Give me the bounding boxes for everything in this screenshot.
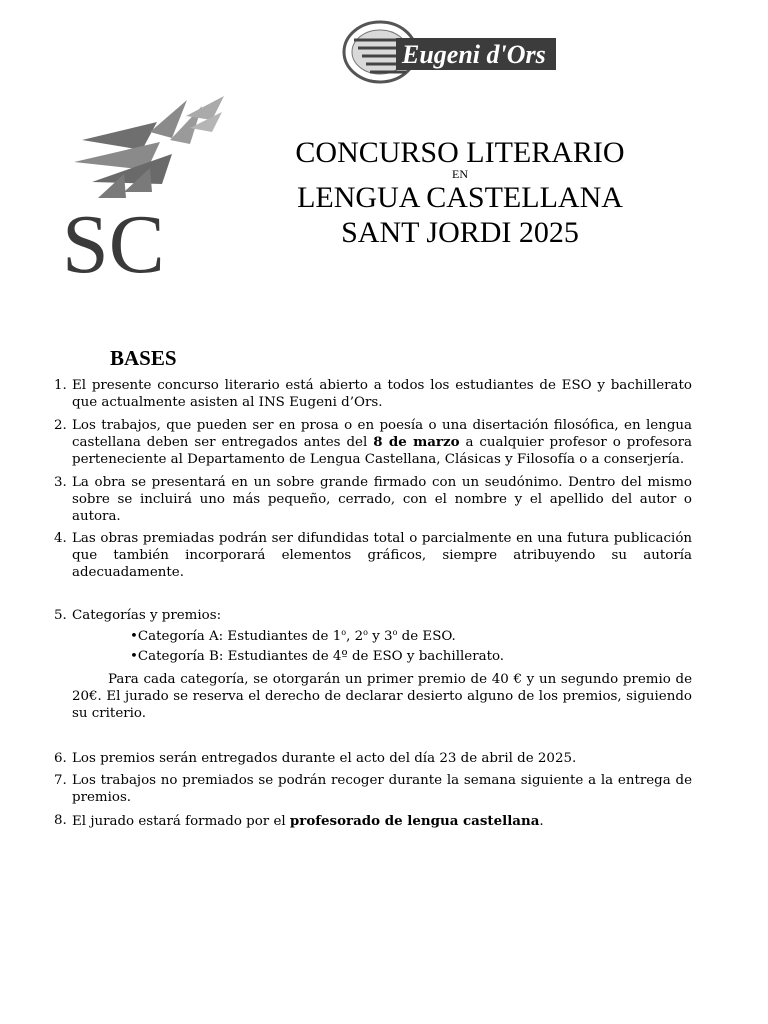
item-text: El jurado estará formado por el — [72, 813, 290, 829]
school-logo — [340, 18, 565, 88]
item-number: 6. — [54, 750, 67, 766]
item-number: 5. — [54, 607, 67, 623]
item-text: La obra se presentará en un sobre grande firmado con un seudónimo. Dentro del mismo sobre se incluirá uno más pequeño, cerrado, con el nombre y el apellido del autor o autora. — [72, 474, 692, 524]
item-number: 3. — [54, 474, 67, 490]
item-text: Los trabajos, que pueden ser en prosa o en poesía o una disertación filosófica, en lengua castellana deben ser entregados antes del — [72, 417, 692, 451]
item-number: 7. — [54, 773, 67, 789]
title-line-en: EN — [452, 167, 468, 181]
bases-list — [54, 378, 692, 837]
school-logo-graphic — [340, 18, 565, 88]
title-line-2: LENGUA CASTELLANA — [297, 181, 623, 214]
item-text: El presente concurso literario está abierto a todos los estudiantes de ESO y bachillerato que actualmente asisten al INS Eugeni d’Ors. — [72, 378, 692, 410]
item-text: a cualquier profesor o profesora perteneciente al Departamento de Lengua Castellana, Clásicas y Filosofía o a conserjería. — [72, 435, 692, 468]
document-title — [230, 136, 690, 251]
item-text: Los premios serán entregados durante el acto del día 23 de abril de 2025. — [72, 750, 577, 766]
item-number: 1. — [54, 378, 67, 393]
item-text: Categorías y premios: — [72, 607, 222, 623]
list-item — [54, 531, 692, 581]
item-number: 8. — [54, 812, 67, 828]
category-b: •Categoría B: Estudiantes de 4º de ESO y bachillerato. — [130, 649, 505, 665]
bases-heading: BASES — [110, 346, 177, 370]
sc-logo-text: SC — [62, 198, 165, 282]
bullet: • — [130, 628, 138, 644]
list-item — [54, 812, 692, 831]
deadline-date: 8 de marzo — [373, 434, 460, 451]
sc-logo — [62, 92, 232, 282]
title-line-1: CONCURSO LITERARIO — [295, 136, 625, 169]
list-item — [54, 773, 692, 807]
jury-name: profesorado de lengua castellana — [289, 812, 540, 829]
item-text: Las obras premiadas podrán ser difundidas total o parcialmente en una futura publicación que también incorporará elementos gráficos, siempre atribuyendo su autoría adecuadamente. — [72, 531, 692, 580]
school-logo-text: Eugeni d'Ors — [402, 40, 546, 69]
item-number: 4. — [54, 531, 67, 547]
item-text: Los trabajos no premiados se podrán recoger durante la semana siguiente a la entrega de premios. — [72, 773, 692, 806]
item-text: . — [539, 813, 544, 829]
list-item — [54, 378, 692, 412]
title-line-3: SANT JORDI 2025 — [341, 216, 579, 249]
list-item — [54, 474, 692, 525]
sc-logo-graphic — [62, 92, 232, 282]
bullet: • — [130, 649, 138, 665]
item-number: 2. — [54, 417, 67, 433]
list-item — [54, 417, 692, 469]
prize-text: Para cada categoría, se otorgarán un primer premio de 40 € y un segundo premio de 20€. El jurado se reserva el derecho de declarar desierto alguno de los premios, siguiendo su criterio. — [72, 672, 692, 721]
list-item — [54, 607, 692, 723]
category-a: •Categoría A: Estudiantes de 1$^o$, 2$^o$ y 3$^o$ de ESO. — [130, 627, 456, 644]
list-item — [54, 750, 692, 768]
